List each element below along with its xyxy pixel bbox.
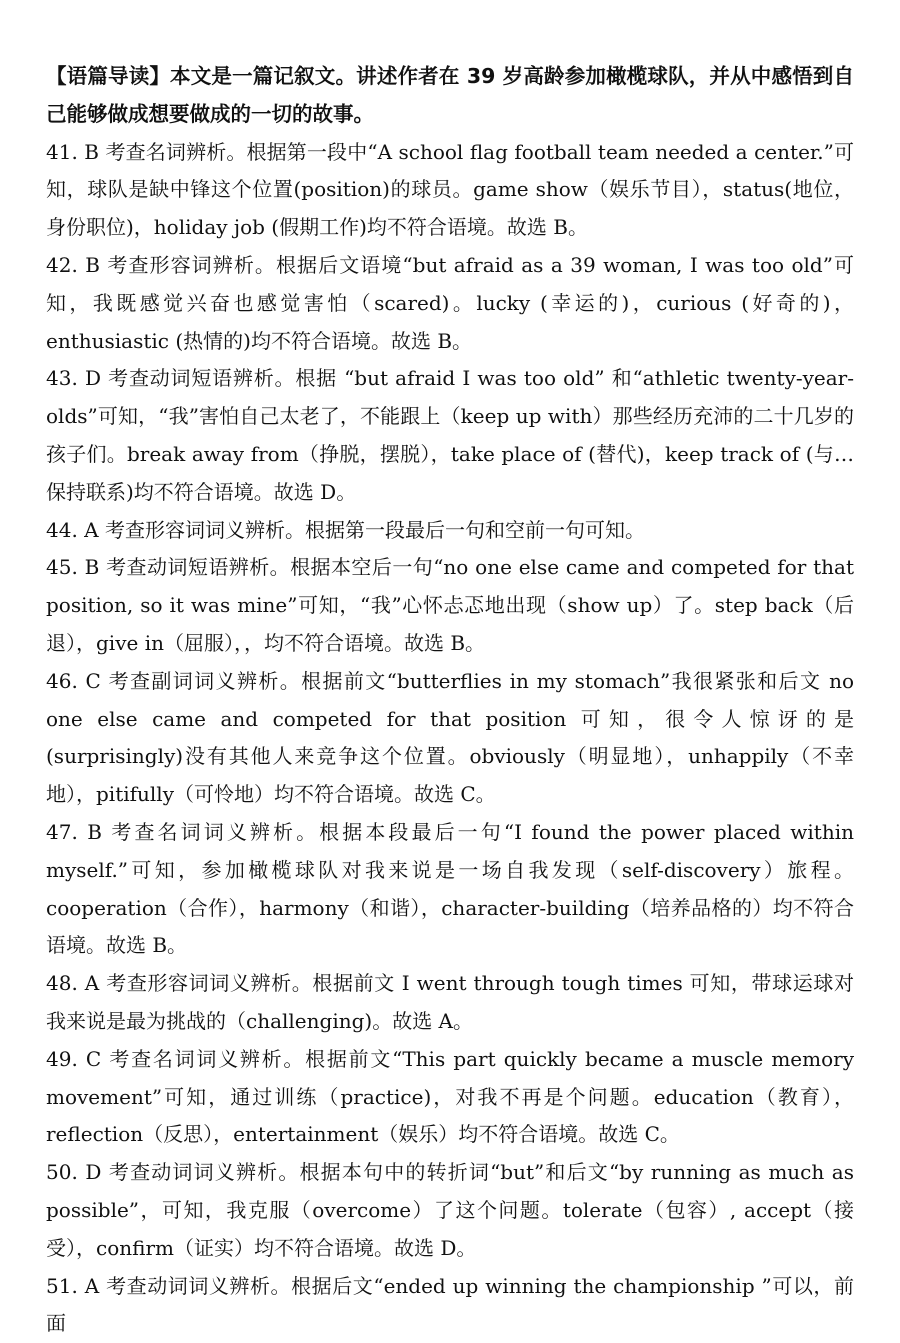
- answer-explanation-42: 42. B 考查形容词辨析。根据后文语境“but afraid as a 39 woman, I was too old”可知，我既感觉兴奋也感觉害怕（scared)。lucky (幸运的)，curious (好奇的)，enthusiastic (热情的)均不符合语境。故选 B。: [46, 247, 854, 360]
- answer-explanation-45: 45. B 考查动词短语辨析。根据本空后一句“no one else came and competed for that position, so it was mine”可知，“我”心怀忐忑地出现（show up）了。step back（后退），give in（屈服），，均不符合语境。故选 B。: [46, 549, 854, 662]
- answer-explanation-49: 49. C 考查名词词义辨析。根据前文“This part quickly became a muscle memory movement”可知，通过训练（practice)，对我不再是个问题。education（教育），reflection（反思），entertainment（娱乐）均不符合语境。故选 C。: [46, 1041, 854, 1154]
- answer-explanation-41: 41. B 考查名词辨析。根据第一段中“A school flag football team needed a center.”可知，球队是缺中锋这个位置(position)的球员。game show（娱乐节目），status(地位，身份职位)，holiday job (假期工作)均不符合语境。故选 B。: [46, 134, 854, 247]
- answer-explanation-50: 50. D 考查动词词义辨析。根据本句中的转折词“but”和后文“by running as much as possible”，可知，我克服（overcome）了这个问题。tolerate（包容）, accept（接受），confirm（证实）均不符合语境。故选 D。: [46, 1154, 854, 1267]
- answer-explanation-51: 51. A 考查动词词义辨析。根据后文“ended up winning the championship ”可以，前面: [46, 1268, 854, 1343]
- passage-guide-intro: 【语篇导读】本文是一篇记叙文。讲述作者在 39 岁高龄参加橄榄球队，并从中感悟到自己能够做成想要做成的一切的故事。: [46, 58, 854, 134]
- answer-explanation-44: 44. A 考查形容词词义辨析。根据第一段最后一句和空前一句可知。: [46, 512, 854, 550]
- answer-explanation-46: 46. C 考查副词词义辨析。根据前文“butterflies in my stomach”我很紧张和后文 no one else came and competed for that position 可知，很令人惊讶的是 (surprisingly)没有其他人来竞争这个位置。obviously（明显地），unhappily（不幸地），pitifully（可怜地）均不符合语境。故选 C。: [46, 663, 854, 814]
- answer-explanation-43: 43. D 考查动词短语辨析。根据 “but afraid I was too old” 和“athletic twenty-year-olds”可知，“我”害怕自己太老了，不能跟上（keep up with）那些经历充沛的二十几岁的孩子们。break away from（挣脱，摆脱），take place of (替代)，keep track of (与…保持联系)均不符合语境。故选 D。: [46, 360, 854, 511]
- answer-explanations-document: [46, 58, 854, 1343]
- answer-explanation-47: 47. B 考查名词词义辨析。根据本段最后一句“I found the power placed within myself.”可知，参加橄榄球队对我来说是一场自我发现（self-discovery）旅程。cooperation（合作），harmony（和谐），character-building（培养品格的）均不符合语境。故选 B。: [46, 814, 854, 965]
- answer-explanation-48: 48. A 考查形容词词义辨析。根据前文 I went through tough times 可知，带球运球对我来说是最为挑战的（challenging)。故选 A。: [46, 965, 854, 1041]
